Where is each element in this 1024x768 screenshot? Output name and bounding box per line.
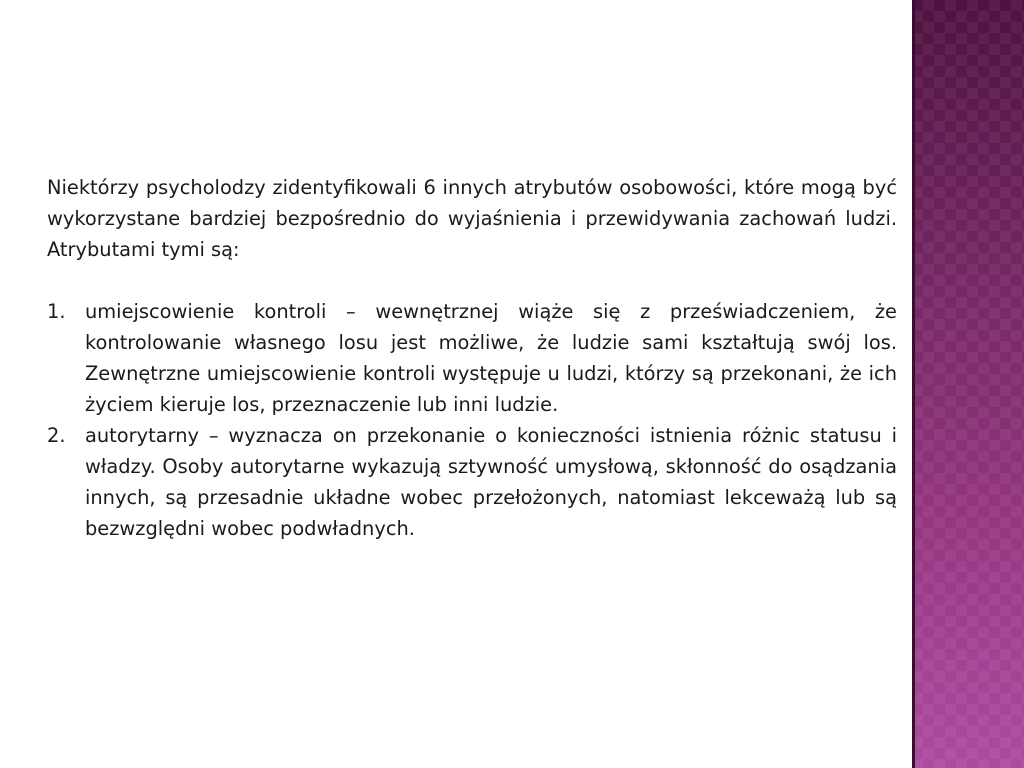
slide-content [47, 172, 897, 544]
list-item [47, 296, 897, 420]
attribute-list [47, 296, 897, 544]
list-item-number: 1. [47, 300, 66, 323]
decorative-side-panel [912, 0, 1024, 768]
list-item-number: 2. [47, 424, 66, 447]
side-panel-pattern [912, 0, 1024, 768]
side-panel-edge [912, 0, 915, 768]
list-item-text: umiejscowienie kontroli – wewnętrznej wiąże się z przeświadczeniem, że kontrolowanie własnego losu jest możliwe, że ludzie sami kształtują swój los. Zewnętrzne umiejscowienie kontroli występuje u ludzi, którzy są przekonani, że ich życiem kieruje los, przeznaczenie lub inni ludzie. [85, 300, 897, 416]
list-item [47, 420, 897, 544]
intro-paragraph: Niektórzy psycholodzy zidentyfikowali 6 innych atrybutów osobowości, które mogą być wykorzystane bardziej bezpośrednio do wyjaśnienia i przewidywania zachowań ludzi. Atrybutami tymi są: [47, 176, 897, 261]
list-item-text: autorytarny – wyznacza on przekonanie o konieczności istnienia różnic statusu i władzy. Osoby autorytarne wykazują sztywność umysłową, skłonność do osądzania innych, są przesadnie układne wobec przełożonych, natomiast lekceważą lub są bezwzględni wobec podwładnych. [85, 424, 897, 540]
